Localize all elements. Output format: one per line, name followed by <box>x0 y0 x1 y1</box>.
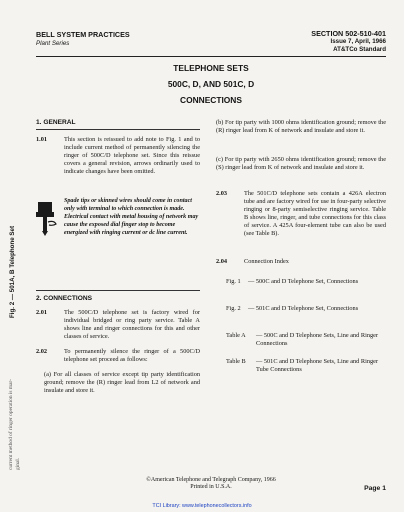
printed-in: Printed in U.S.A. <box>190 484 232 490</box>
warning-note: Spade tips or skinned wires should come in contact only with terminal to which connection is made. Electrical contact with metal housing of network may cause the exposed dial finger stop to become energized with ringing current or dc line current. <box>64 198 199 236</box>
index-description: — 500C and D Telephone Sets, Line and Ringer Connections <box>256 332 379 348</box>
paragraph-text: Connection Index <box>244 258 289 265</box>
list-item-b: (b) For tip party with 1000 ohms identification ground; remove the (R) ringer lead from K of network and insulate and store it. <box>216 119 386 135</box>
index-label: Table A <box>226 332 246 339</box>
paragraph-number: 2.02 <box>36 348 48 355</box>
paragraph-text: The 501C/D telephone sets contain a 426A electron tube and are factory wired for use in four-party selective ringing or 8-party semiselective ringing service. Table B shows line, ringer, and tube connections for this class of service. A 425A four-element tube can also be used (see Table B). <box>244 190 387 238</box>
index-label: Table B <box>226 358 246 365</box>
library-link[interactable]: TCI Library: www.telephonecollectors.info <box>152 503 252 509</box>
paragraph-2-01 <box>36 309 200 341</box>
margin-note-line-2: ginal. <box>15 457 21 470</box>
paragraph-2-04 <box>216 258 386 266</box>
standard-label: AT&TCo Standard <box>333 46 386 53</box>
list-item-a: (a) For all classes of service except tip party identification ground; remove the (R) ringer lead from L2 of network and insulate and store it. <box>44 371 200 395</box>
header-right <box>311 30 386 54</box>
margin-figure-label: Fig. 2 — 501A, B Telephone Set <box>9 225 16 318</box>
margin-note-line-1: current method of ringer operation is mar- <box>8 379 14 470</box>
paragraph-text: This section is reissued to add note to Fig. 1 and to include current method of permanently silencing the ringer of 500C/D telephone set. Since this reissue covers a general revision, arrows ordinarily used to indicate changes have been omitted. <box>64 136 200 176</box>
header-left <box>36 30 130 48</box>
document-title: TELEPHONE SETS <box>173 63 249 73</box>
screwdriver-warning-icon <box>34 200 58 238</box>
index-description: — 501C and D Telephone Sets, Line and Ringer Tube Connections <box>256 358 379 374</box>
paragraph-2-02 <box>36 348 200 364</box>
practice-title: BELL SYSTEM PRACTICES <box>36 30 130 39</box>
list-item-c: (c) For tip party with 2650 ohms identification ground; remove the (S) ringer lead from K of network and insulate and store it. <box>216 156 386 172</box>
paragraph-number: 2.03 <box>216 190 228 197</box>
index-description: — 500C and D Telephone Set, Connections <box>248 278 359 285</box>
paragraph-number: 2.01 <box>36 309 48 316</box>
copyright: ©American Telephone and Telegraph Company, 1966 <box>146 477 276 483</box>
document-heading: CONNECTIONS <box>180 95 242 105</box>
page-number: Page 1 <box>364 485 386 492</box>
paragraph-text: To permanently silence the ringer of a 500C/D telephone set proceed as follows: <box>64 348 200 364</box>
section-heading-connections: 2. CONNECTIONS <box>36 295 93 302</box>
margin-faint-note <box>8 379 22 470</box>
paragraph-number: 2.04 <box>216 258 228 265</box>
index-label: Fig. 1 <box>226 278 241 285</box>
section-heading-general: 1. GENERAL <box>36 119 76 126</box>
paragraph-2-03 <box>216 190 387 239</box>
paragraph-number: 1.01 <box>36 136 48 143</box>
paragraph-1-01 <box>36 136 200 176</box>
section-rule <box>36 290 200 291</box>
paragraph-text: The 500C/D telephone set is factory wired for individual bridged or ring party service. Table A shows line and ringer connections for this and other classes of service. <box>64 309 200 341</box>
series-name: Plant Series <box>36 40 70 47</box>
index-description: — 501C and D Telephone Set, Connections <box>248 305 359 312</box>
section-rule <box>36 129 200 130</box>
index-label: Fig. 2 <box>226 305 241 312</box>
document-subtitle: 500C, D, AND 501C, D <box>167 79 255 89</box>
footer <box>36 477 386 491</box>
issue-date: Issue 7, April, 1966 <box>330 38 386 45</box>
section-number: SECTION 502-510-401 <box>311 29 386 38</box>
header-divider <box>36 56 386 57</box>
